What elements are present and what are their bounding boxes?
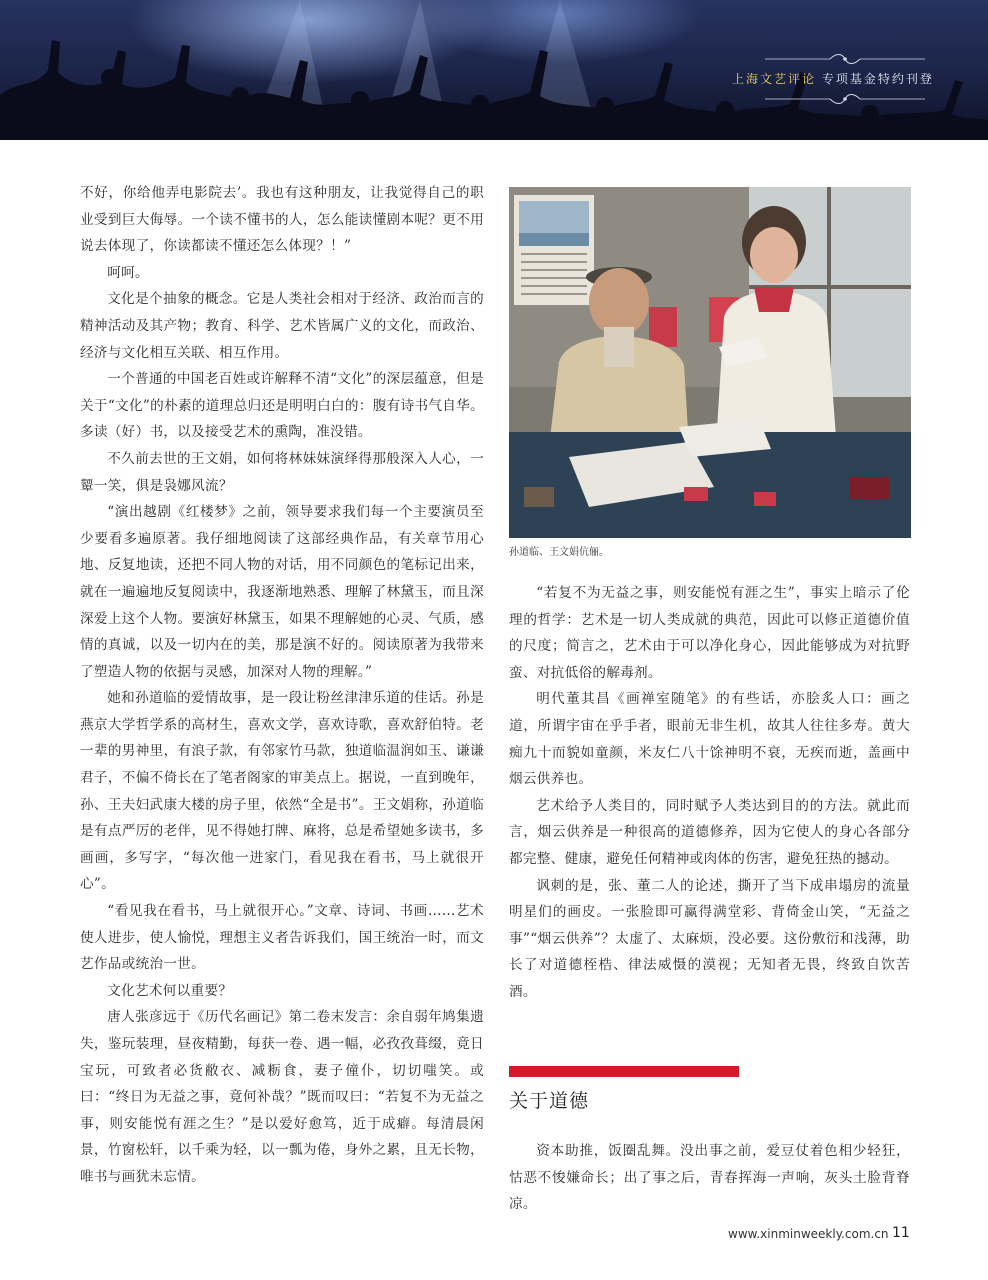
- masthead: [732, 70, 934, 87]
- article-right-column: [509, 580, 910, 1006]
- paragraph: 不久前去世的王文娟，如何将林妹妹演绎得那般深入人心，一颦一笑，俱是袅娜风流？: [80, 450, 484, 494]
- section-title: 关于道德: [509, 1090, 590, 1112]
- paragraph: “若复不为无益之事，则安能悦有涯之生”，事实上暗示了伦理的哲学：艺术是一切人类成就的典范，因此可以修正道德价值的尺度；简言之，艺术由于可以净化身心，因此能够成为对抗野蛮、对抗低俗的解毒剂。: [509, 585, 910, 681]
- footer-url: www.xinminweekly.com.cn: [728, 1227, 889, 1241]
- photo-illustration: [509, 187, 911, 538]
- paragraph: 讽刺的是，张、董二人的论述，撕开了当下成串塌房的流量明星们的画皮。一张脸即可赢得满堂彩、背倚金山笑，“无益之事”“烟云供养”？太虚了、太麻烦，没必要。这份敷衍和浅薄，助长了对道德桎梏、律法威慑的漠视；无知者无畏，终致自饮苦酒。: [509, 877, 910, 1000]
- paragraph: 资本助推，饭圈乱舞。没出事之前，爱豆仗着色相少轻狂，怙恶不悛嫌命长；出了事之后，青春挥海一声响，灰头土脸背脊凉。: [509, 1143, 910, 1213]
- paragraph: 艺术给予人类目的，同时赋予人类达到目的的方法。就此而言，烟云供养是一种很高的道德修养，因为它使人的身心各部分都完整、健康，避免任何精神或肉体的伤害，避免狂热的撼动。: [509, 797, 910, 867]
- paragraph: 呵呵。: [107, 264, 149, 281]
- ornament-bottom-icon: [760, 92, 930, 106]
- header-banner: [0, 0, 988, 140]
- photo-caption: 孙道临、王文娟伉俪。: [509, 547, 609, 558]
- article-left-column: [80, 180, 484, 1191]
- paragraph: 文化艺术何以重要？: [107, 982, 233, 999]
- masthead-brand: 上海文艺评论: [732, 72, 817, 86]
- paragraph: “看见我在看书，马上就很开心。”文章、诗词、书画……艺术使人进步，使人愉悦，理想主义者告诉我们，国王统治一时，而文艺作品或统治一世。: [80, 903, 484, 973]
- paragraph: 唐人张彦远于《历代名画记》第二卷末发言：余自弱年鸠集遗失，鉴玩装理，昼夜精勤，每获一卷、遇一幅，必孜孜葺缀，竟日宝玩，可致者必货敝衣、减粝食，妻子僮仆，切切嗤笑。或曰：“终日为无益之事，竟何补哉？”既而叹曰：“若复不为无益之事，则安能悦有涯之生？”是以爱好愈笃，近于成癖。每清晨闲景，竹窗松轩，以千乘为轻，以一瓢为倦，身外之累，且无长物，唯书与画犹未忘情。: [80, 1009, 484, 1185]
- couple-photo: [509, 187, 911, 538]
- paragraph: 明代董其昌《画禅室随笔》的有些话，亦脍炙人口：画之道，所谓宇宙在乎手者，眼前无非生机，故其人往往多寿。黄大痴九十而貌如童颜，米友仁八十馀神明不衰，无疾而逝，盖画中烟云供养也。: [509, 691, 910, 788]
- paragraph: 不好，你给他弄电影院去’。我也有这种朋友，让我觉得自己的职业受到巨大侮辱。一个读不懂书的人，怎么能读懂剧本呢？更不用说去体现了，你读都读不懂还怎么体现？！”: [80, 185, 484, 255]
- section-accent-bar: [509, 1066, 739, 1077]
- ornament-top-icon: [760, 52, 930, 66]
- page-number: 11: [892, 1225, 910, 1241]
- paragraph: 一个普通的中国老百姓或许解释不清“文化”的深层蕴意，但是关于“文化”的朴素的道理总归还是明明白白的：腹有诗书气自华。多读（好）书，以及接受艺术的熏陶，准没错。: [80, 371, 484, 441]
- paragraph: 文化是个抽象的概念。它是人类社会相对于经济、政治而言的精神活动及其产物；教育、科学、艺术皆属广义的文化，而政治、经济与文化相互关联、相互作用。: [80, 291, 484, 361]
- paragraph: 她和孙道临的爱情故事，是一段让粉丝津津乐道的佳话。孙是燕京大学哲学系的高材生，喜欢文学，喜欢诗歌，喜欢舒伯特。老一辈的男神里，有浪子款，有邻家竹马款，独道临温润如玉、谦谦君子，不偏不倚长在了笔者阁家的审美点上。据说，一直到晚年，孙、王夫妇武康大楼的房子里，依然“全是书”。王文娟称，孙道临是有点严厉的老伴，见不得她打牌、麻将，总是希望她多读书，多画画，多写字，“每次他一进家门，看见我在看书，马上就很开心”。: [80, 690, 484, 893]
- section-body: [509, 1138, 910, 1218]
- paragraph: “演出越剧《红楼梦》之前，领导要求我们每一个主要演员至少要看多遍原著。我仔细地阅读了这部经典作品，有关章节用心地、反复地读，还把不同人物的对话，用不同颜色的笔标记出来，就在一遍遍地反复阅读中，我逐渐地熟悉、理解了林黛玉，而且深深爱上这个人物。要演好林黛玉，如果不理解她的心灵、气质，感情的真诚，以及一切内在的美，那是演不好的。阅读原著为我带来了塑造人物的依据与灵感，加深对人物的理解。”: [80, 504, 484, 680]
- masthead-subtitle: 专项基金特约刊登: [821, 72, 934, 86]
